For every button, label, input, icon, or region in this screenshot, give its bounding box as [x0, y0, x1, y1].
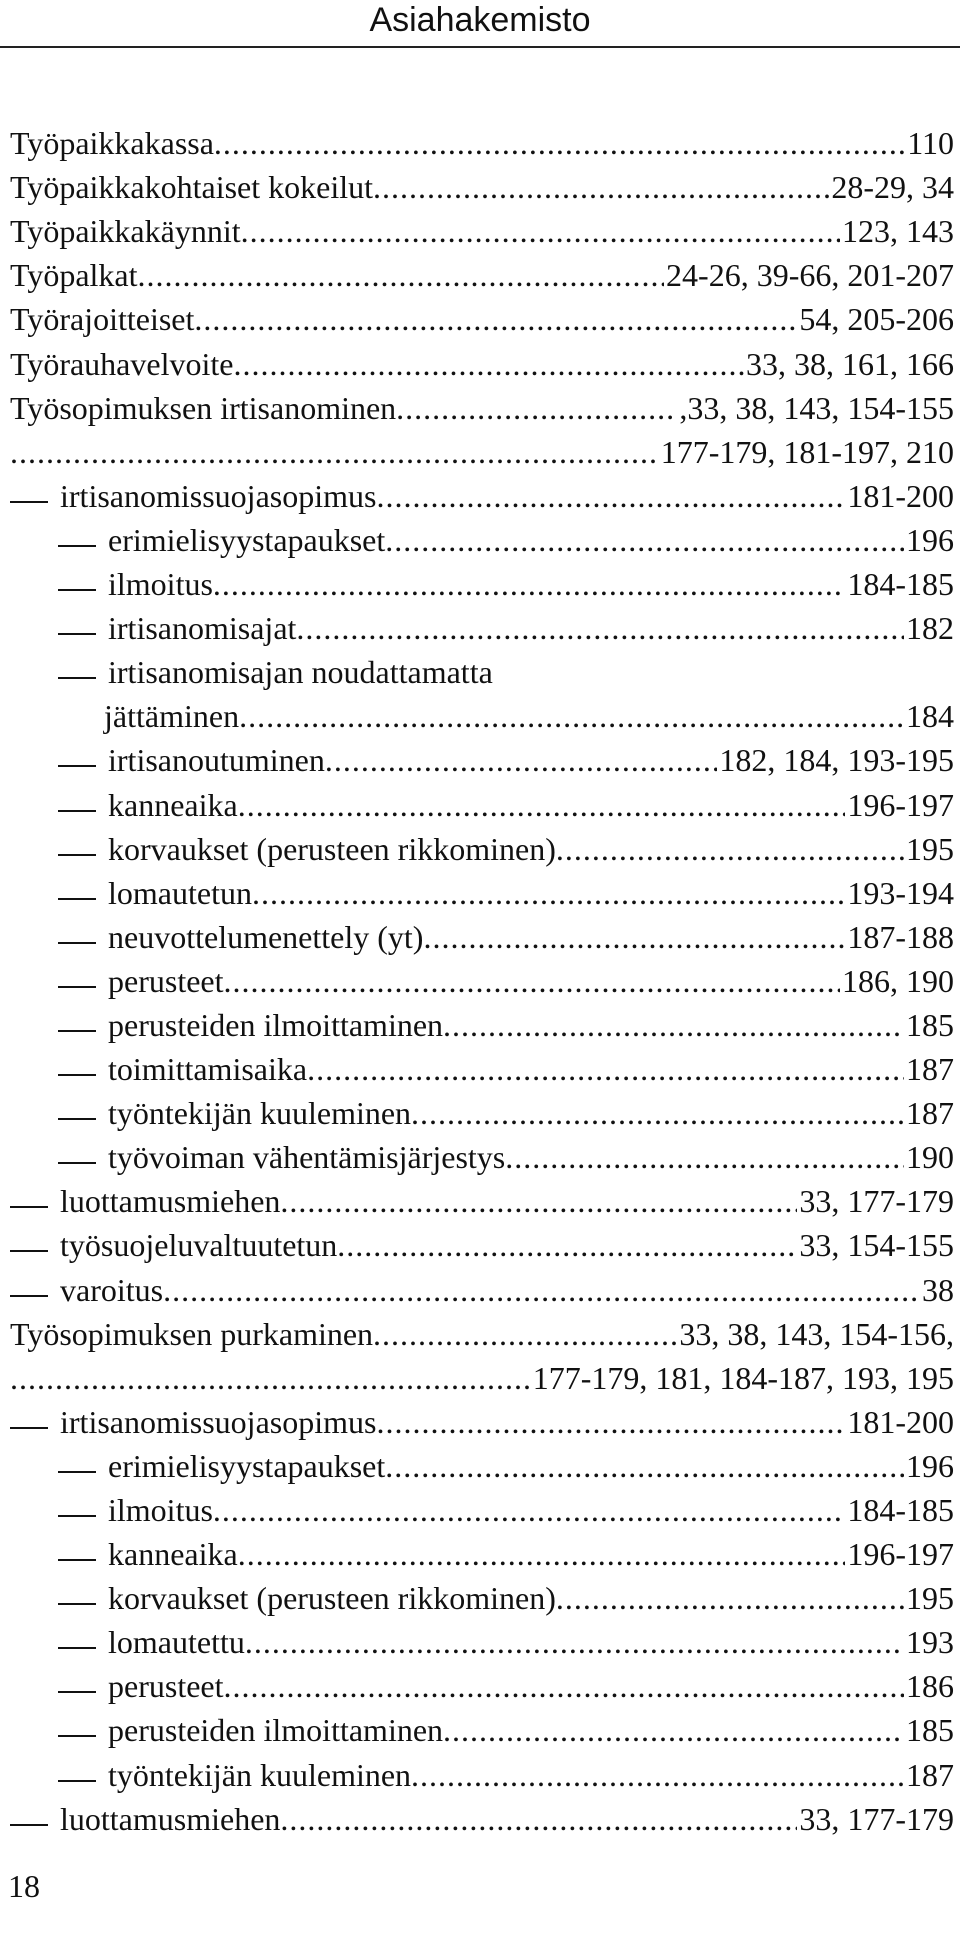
- dot-leader: [252, 871, 845, 915]
- index-term: Työpaikkakohtaiset kokeilut: [10, 169, 374, 206]
- dot-leader: [238, 1532, 846, 1576]
- index-entry: [10, 474, 954, 518]
- dot-leader: [337, 1223, 797, 1267]
- index-pages: 187: [906, 1051, 954, 1088]
- dot-leader: [213, 562, 845, 606]
- index-term: lomautetun: [108, 874, 252, 911]
- index-entry: [10, 1135, 954, 1179]
- index-entry: [10, 1444, 954, 1488]
- index-entry: [10, 1532, 954, 1576]
- index-entry: [10, 518, 954, 562]
- sub-entry-dash: [58, 589, 96, 591]
- index-term: työvoiman vähentämisjärjestys: [108, 1139, 506, 1176]
- index-entry: [10, 1356, 954, 1400]
- index-pages: 184: [906, 698, 954, 735]
- index-entry: [10, 1400, 954, 1444]
- index-pages: 193: [906, 1624, 954, 1661]
- index-pages: 33, 38, 143, 154-156,: [679, 1315, 954, 1352]
- sub-entry-dash: [58, 1559, 96, 1561]
- page-title: Asiahakemisto: [369, 1, 591, 39]
- index-entry: [10, 959, 954, 1003]
- index-term: perusteiden ilmoittaminen: [108, 1712, 444, 1749]
- index-term: Työsopimuksen purkaminen: [10, 1315, 374, 1352]
- running-head: [0, 0, 960, 48]
- sub-entry-dash: [58, 633, 96, 635]
- index-term: Työpaikkakäynnit: [10, 213, 241, 250]
- sub-entry-dash: [58, 1118, 96, 1120]
- index-pages: 110: [907, 125, 954, 162]
- index-term: erimielisyystapaukset: [108, 521, 386, 558]
- index-term: Työrajoitteiset: [10, 301, 195, 338]
- dot-leader: [307, 1047, 904, 1091]
- index-pages: 185: [906, 1712, 954, 1749]
- sub-entry-dash: [58, 810, 96, 812]
- dot-leader: [138, 253, 665, 297]
- index-term: Työpalkat: [10, 257, 138, 294]
- dot-leader: [224, 1664, 905, 1708]
- index-term: perusteet: [108, 962, 224, 999]
- sub-entry-dash: [58, 1162, 96, 1164]
- index-term: irtisanomisajan noudattamatta: [108, 654, 493, 691]
- dot-leader: [239, 694, 904, 738]
- index-entry: [10, 1752, 954, 1796]
- index-entry: [10, 1797, 954, 1841]
- dot-leader: [396, 386, 677, 430]
- dot-leader: [373, 1312, 677, 1356]
- index-pages: 182: [906, 610, 954, 647]
- sub-entry-dash: [58, 854, 96, 856]
- sub-entry-dash: [58, 1647, 96, 1649]
- index-pages: 33, 177-179: [799, 1800, 954, 1837]
- sub-entry-dash: [58, 942, 96, 944]
- sub-entry-dash: [58, 986, 96, 988]
- index-pages: 186: [906, 1668, 954, 1705]
- index-pages: 184-185: [847, 566, 954, 603]
- index-term: irtisanomisajat: [108, 610, 297, 647]
- dot-leader: [213, 1488, 845, 1532]
- sub-entry-dash: [10, 1427, 48, 1429]
- index-term: irtisanoutuminen: [108, 742, 325, 779]
- index-entry: [10, 827, 954, 871]
- index-entry: [10, 915, 954, 959]
- sub-entry-dash: [58, 1780, 96, 1782]
- index-pages: 33, 154-155: [799, 1227, 954, 1264]
- dot-leader: [556, 1576, 904, 1620]
- dot-leader: [280, 1179, 797, 1223]
- index-list: [10, 121, 954, 1841]
- index-pages: 182, 184, 193-195: [719, 742, 954, 779]
- index-term: työsuojeluvaltuutetun: [60, 1227, 338, 1264]
- index-entry: [10, 1576, 954, 1620]
- index-pages: 195: [906, 830, 954, 867]
- index-entry: [10, 650, 954, 694]
- dot-leader: [10, 430, 659, 474]
- dot-leader: [376, 474, 845, 518]
- dot-leader: [423, 915, 845, 959]
- dot-leader: [556, 827, 904, 871]
- dot-leader: [238, 783, 846, 827]
- dot-leader: [411, 1753, 904, 1797]
- index-pages: 123, 143: [842, 213, 954, 250]
- index-term: ilmoitus: [108, 566, 213, 603]
- index-entry: [10, 1091, 954, 1135]
- index-pages: 181-200: [847, 1403, 954, 1440]
- index-term: työntekijän kuuleminen: [108, 1756, 412, 1793]
- index-term: Työsopimuksen irtisanominen: [10, 389, 397, 426]
- index-entry: [10, 1312, 954, 1356]
- index-pages: 38: [922, 1271, 954, 1308]
- index-entry: [10, 253, 954, 297]
- dot-leader: [373, 165, 829, 209]
- sub-entry-dash: [10, 1250, 48, 1252]
- index-pages: 33, 177-179: [799, 1183, 954, 1220]
- index-term: irtisanomissuojasopimus: [60, 477, 377, 514]
- dot-leader: [214, 121, 905, 165]
- sub-entry-dash: [58, 1603, 96, 1605]
- index-entry: [10, 297, 954, 341]
- index-pages: 186, 190: [842, 962, 954, 999]
- sub-entry-dash: [58, 1515, 96, 1517]
- sub-entry-dash: [10, 1824, 48, 1826]
- dot-leader: [194, 297, 797, 341]
- dot-leader: [443, 1003, 904, 1047]
- index-entry: [10, 1267, 954, 1311]
- index-term: Työpaikkakassa: [10, 125, 214, 162]
- index-term: luottamusmiehen: [60, 1800, 281, 1837]
- index-term: luottamusmiehen: [60, 1183, 281, 1220]
- index-term: kanneaika: [108, 1536, 238, 1573]
- index-entry: [10, 1620, 954, 1664]
- dot-leader: [385, 1444, 904, 1488]
- index-pages: 187-188: [847, 918, 954, 955]
- dot-leader: [163, 1268, 920, 1312]
- index-term: neuvottelumenettely (yt): [108, 918, 424, 955]
- index-pages: 196: [906, 1447, 954, 1484]
- index-pages: 187: [906, 1756, 954, 1793]
- index-entry: [10, 1003, 954, 1047]
- index-entry: [10, 386, 954, 430]
- index-entry: [10, 1708, 954, 1752]
- index-entry: [10, 341, 954, 385]
- index-entry: [10, 165, 954, 209]
- dot-leader: [233, 342, 744, 386]
- index-pages: 28-29, 34: [831, 169, 954, 206]
- dot-leader: [505, 1135, 904, 1179]
- index-pages: 54, 205-206: [799, 301, 954, 338]
- dot-leader: [296, 606, 904, 650]
- index-pages: 177-179, 181-197, 210: [660, 433, 954, 470]
- sub-entry-dash: [58, 545, 96, 547]
- sub-entry-dash: [58, 898, 96, 900]
- sub-entry-dash: [58, 1471, 96, 1473]
- index-pages: 196: [906, 521, 954, 558]
- page-number: 18: [8, 1868, 40, 1904]
- dot-leader: [376, 1400, 845, 1444]
- sub-entry-dash: [10, 1206, 48, 1208]
- index-pages: 187: [906, 1095, 954, 1132]
- dot-leader: [325, 738, 717, 782]
- index-pages: ,33, 38, 143, 154-155: [679, 389, 954, 426]
- index-entry: [10, 1664, 954, 1708]
- index-term: ilmoitus: [108, 1492, 213, 1528]
- dot-leader: [241, 209, 840, 253]
- index-pages: 177-179, 181, 184-187, 193, 195: [532, 1359, 954, 1396]
- index-entry: [10, 1047, 954, 1091]
- index-term: erimielisyystapaukset: [108, 1447, 386, 1484]
- index-term: korvaukset (perusteen rikkominen): [108, 830, 556, 867]
- sub-entry-dash: [10, 1295, 48, 1297]
- sub-entry-dash: [58, 1030, 96, 1032]
- index-entry: [10, 606, 954, 650]
- index-entry: [10, 738, 954, 782]
- sub-entry-dash: [58, 677, 96, 679]
- index-pages: 24-26, 39-66, 201-207: [666, 257, 954, 294]
- index-entry: [10, 871, 954, 915]
- index-entry: [10, 1223, 954, 1267]
- index-term: korvaukset (perusteen rikkominen): [108, 1580, 556, 1617]
- index-pages: 33, 38, 161, 166: [746, 345, 954, 382]
- sub-entry-dash: [10, 501, 48, 503]
- index-term: Työrauhavelvoite: [10, 345, 234, 382]
- index-pages: 196-197: [847, 1536, 954, 1573]
- dot-leader: [245, 1620, 904, 1664]
- index-term: irtisanomissuojasopimus: [60, 1403, 377, 1440]
- index-entry: [10, 430, 954, 474]
- index-entry: [10, 562, 954, 606]
- index-pages: 190: [906, 1139, 954, 1176]
- index-entry: [10, 121, 954, 165]
- index-term: perusteet: [108, 1668, 224, 1705]
- index-entry: [10, 1179, 954, 1223]
- index-term: kanneaika: [108, 786, 238, 823]
- dot-leader: [10, 1356, 531, 1400]
- index-pages: 193-194: [847, 874, 954, 911]
- sub-entry-dash: [58, 1735, 96, 1737]
- index-pages: 181-200: [847, 477, 954, 514]
- dot-leader: [224, 959, 841, 1003]
- index-pages: 184-185: [847, 1492, 954, 1528]
- sub-entry-dash: [58, 1074, 96, 1076]
- dot-leader: [411, 1091, 904, 1135]
- dot-leader: [443, 1708, 904, 1752]
- sub-entry-dash: [58, 765, 96, 767]
- index-term: perusteiden ilmoittaminen: [108, 1006, 444, 1043]
- sub-entry-dash: [58, 1691, 96, 1693]
- index-term: työntekijän kuuleminen: [108, 1095, 412, 1132]
- dot-leader: [280, 1797, 797, 1841]
- index-pages: 185: [906, 1006, 954, 1043]
- index-term: toimittamisaika: [108, 1051, 308, 1088]
- index-entry: [10, 694, 954, 738]
- index-entry: [10, 209, 954, 253]
- index-term: lomautettu: [108, 1624, 245, 1661]
- index-entry: [10, 782, 954, 826]
- index-entry: [10, 1488, 954, 1532]
- index-pages: 196-197: [847, 786, 954, 823]
- index-term: jättäminen: [104, 698, 240, 735]
- dot-leader: [385, 518, 904, 562]
- index-pages: 195: [906, 1580, 954, 1617]
- index-term: varoitus: [60, 1271, 164, 1308]
